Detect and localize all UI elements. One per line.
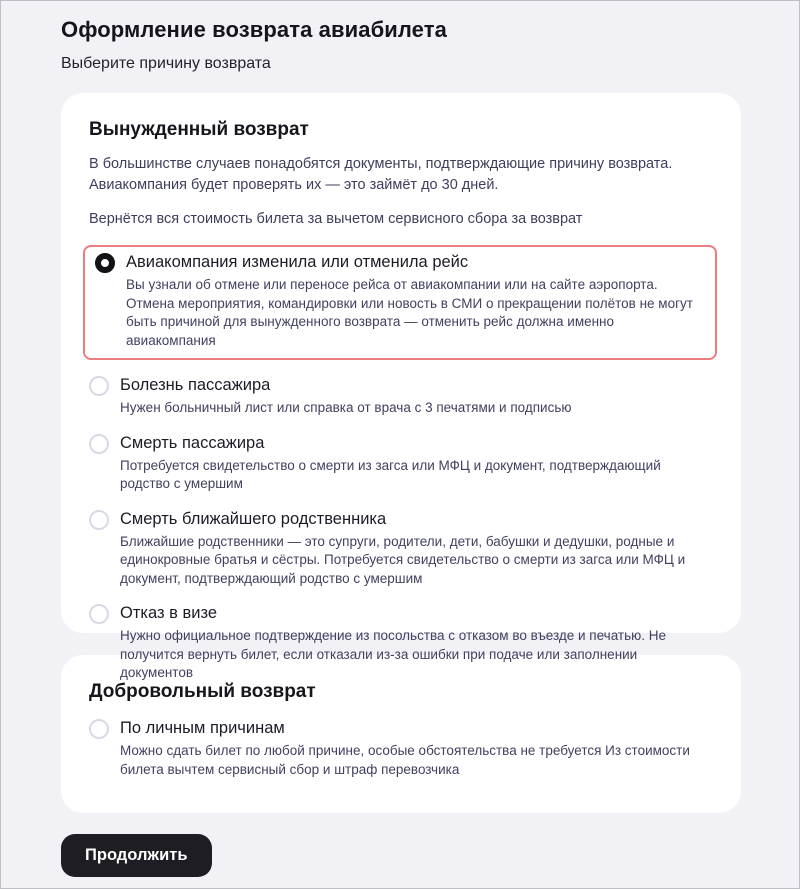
option-label: Авиакомпания изменила или отменила рейс [126,253,469,271]
voluntary-refund-heading: Добровольный возврат [89,681,316,702]
option-label: По личным причинам [120,719,285,737]
radio-unselected-icon[interactable] [89,510,109,530]
option-text [120,509,713,589]
radio-selected-icon[interactable] [95,253,115,273]
radio-unselected-icon[interactable] [89,376,109,396]
option-passenger-illness[interactable] [89,375,713,418]
option-close-relative-death[interactable] [89,509,713,589]
option-text [120,375,713,418]
option-personal-reasons[interactable] [89,718,713,779]
option-description: Нужен больничный лист или справка от врача с 3 печатями и подписью [120,400,572,415]
option-label: Смерть ближайшего родственника [120,509,387,528]
voluntary-refund-options [89,718,713,779]
option-label: Отказ в визе [120,604,218,622]
option-visa-refusal[interactable] [89,603,713,683]
option-text [120,603,713,683]
page-content [1,1,799,813]
forced-refund-paragraph-documents: В большинстве случаев понадобятся документы, подтверждающие причину возврата. Авиакомпания будет проверять их — это займёт до 30 дней. [89,156,673,193]
option-description: Нужно официальное подтверждение из посольства с отказом во въезде и печатью. Не получится вернуть билет, если отказали из-за ошибки при подаче или заполнении документов [120,628,667,680]
option-description: Можно сдать билет по любой причине, особые обстоятельства не требуется Из стоимости билета вычтем сервисный сбор и штраф перевозчика [120,743,690,777]
option-text [120,433,713,494]
option-label: Смерть пассажира [120,433,265,452]
radio-unselected-icon[interactable] [89,719,109,739]
forced-refund-heading: Вынужденный возврат [89,119,309,140]
continue-button[interactable]: Продолжить [61,834,212,877]
option-description: Вы узнали об отмене или переносе рейса от авиакомпании или на сайте аэропорта. Отмена мероприятия, командировки или новость в СМИ о прекращении полётов не могут быть причиной для вынужденного возврата — отменить рейс должна именно авиакомпания [126,277,693,348]
forced-refund-options [89,245,713,683]
forced-refund-paragraph-amount: Вернётся вся стоимость билета за вычетом сервисного сбора за возврат [89,211,583,227]
radio-unselected-icon[interactable] [89,434,109,454]
option-description: Ближайшие родственники — это супруги, родители, дети, бабушки и дедушки, родные и единокровные братья и сёстры. Потребуется свидетельство о смерти из загса или МФЦ и документ, подтверждающий родство с умершим [120,533,686,586]
option-description: Потребуется свидетельство о смерти из загса или МФЦ и документ, подтверждающий родство с умершим [120,457,661,491]
option-label: Болезнь пассажира [120,376,271,394]
option-text [120,718,713,779]
option-passenger-death[interactable] [89,433,713,494]
option-airline-changed-flight[interactable] [83,245,717,360]
radio-unselected-icon[interactable] [89,604,109,624]
page-title: Оформление возврата авиабилета [61,17,447,42]
page-subtitle: Выберите причину возврата [61,55,271,72]
forced-refund-card [61,93,741,680]
option-text [126,252,705,350]
